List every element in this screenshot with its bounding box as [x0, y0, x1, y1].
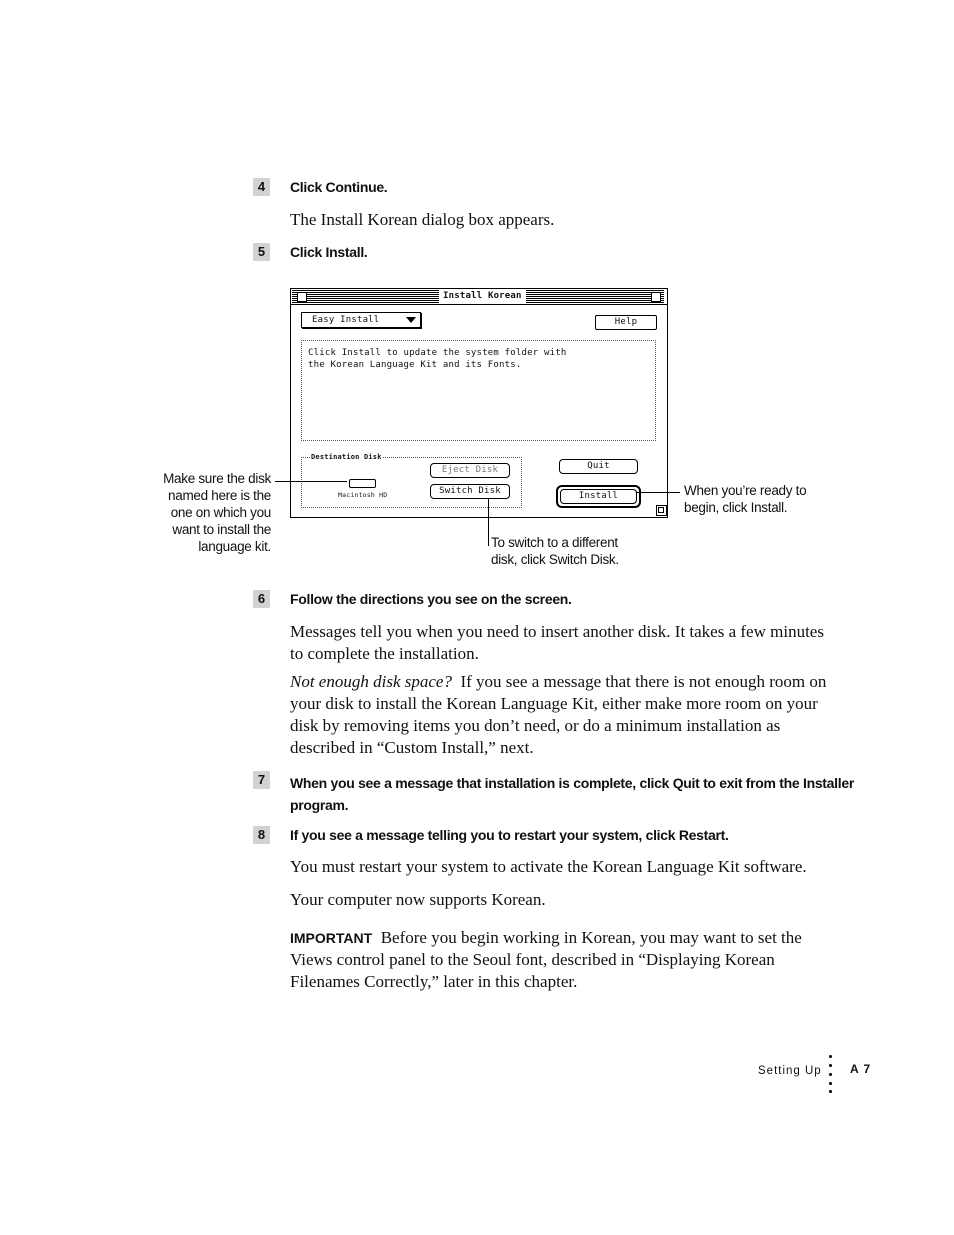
callout-line-text: language kit. — [198, 539, 271, 554]
callout-line-text: When you’re ready to — [684, 483, 807, 498]
switch-disk-button[interactable]: Switch Disk — [430, 484, 510, 499]
message-box — [301, 340, 656, 441]
callout-line-text: named here is the — [168, 488, 271, 503]
footer-section: Setting Up — [758, 1065, 822, 1077]
close-box[interactable] — [297, 292, 307, 302]
callout-line-text: To switch to a different — [491, 535, 618, 550]
zoom-box[interactable] — [651, 292, 661, 302]
step-paragraph: You must restart your system to activate the Korean Language Kit software. — [290, 857, 807, 876]
step-number: 5 — [253, 243, 270, 261]
chevron-down-icon — [406, 317, 416, 323]
callout-line-text: begin, click Install. — [684, 500, 788, 515]
step-command-line: program. — [290, 797, 349, 813]
callout-line-text: Make sure the disk — [163, 471, 271, 486]
step-number: 7 — [253, 771, 270, 789]
install-button[interactable]: Install — [560, 489, 637, 504]
step-number: 4 — [253, 178, 270, 196]
quit-button[interactable]: Quit — [559, 459, 638, 474]
step-command: Click Continue. — [290, 179, 388, 195]
callout-line-text: one on which you — [170, 505, 271, 520]
disk-icon — [349, 479, 376, 488]
important-note — [290, 927, 835, 993]
install-korean-dialog — [290, 288, 668, 518]
callout-bottom — [491, 534, 619, 568]
callout-line-right — [636, 492, 680, 493]
para-rest: If you see a message that there is not enough room on your disk to install the Korean Language Kit, either make more room on your disk by removing items you don’t need, or do a minimum installation as described in “Custom Install,” next. — [290, 672, 827, 757]
message-line: Click Install to update the system folder with — [308, 348, 567, 358]
page-number: A 7 — [850, 1062, 872, 1076]
destination-label: Destination Disk — [311, 453, 382, 461]
step-command — [290, 772, 854, 816]
step-paragraph: Messages tell you when you need to insert another disk. It takes a few minutes to complete the installation. — [290, 622, 824, 663]
callout-line-text: disk, click Switch Disk. — [491, 552, 619, 567]
callout-line-bottom — [488, 499, 489, 546]
install-mode-value: Easy Install — [312, 315, 380, 325]
message-line: the Korean Language Kit and its Fonts. — [308, 360, 522, 370]
resize-box-icon[interactable] — [656, 505, 667, 516]
step-paragraph — [290, 671, 835, 759]
step-command: If you see a message telling you to restart your system, click Restart. — [290, 827, 729, 843]
step-command-line: When you see a message that installation is complete, click Quit to exit from the Installer — [290, 775, 854, 791]
step-paragraph: Your computer now supports Korean. — [290, 890, 546, 909]
step-number: 6 — [253, 590, 270, 608]
callout-left — [150, 470, 271, 555]
eject-disk-button[interactable]: Eject Disk — [430, 463, 510, 478]
disk-name: Macintosh HD — [338, 491, 388, 499]
important-text: Before you begin working in Korean, you may want to set the Views control panel to the Seoul font, described in “Displaying Korean Filenames Correctly,” later in this chapter. — [290, 928, 802, 991]
footer-dots — [829, 1055, 833, 1095]
step-command: Follow the directions you see on the screen. — [290, 591, 572, 607]
important-label: IMPORTANT — [290, 930, 373, 946]
install-mode-popup[interactable] — [301, 312, 421, 328]
step-number: 8 — [253, 826, 270, 844]
step-result: The Install Korean dialog box appears. — [290, 210, 555, 229]
callout-right — [684, 482, 806, 516]
help-button[interactable]: Help — [595, 315, 657, 330]
step-command: Click Install. — [290, 244, 368, 260]
para-lead: Not enough disk space? — [290, 672, 452, 691]
dialog-title: Install Korean — [439, 290, 526, 303]
callout-line-text: want to install the — [172, 522, 271, 537]
callout-line-left — [275, 481, 347, 482]
